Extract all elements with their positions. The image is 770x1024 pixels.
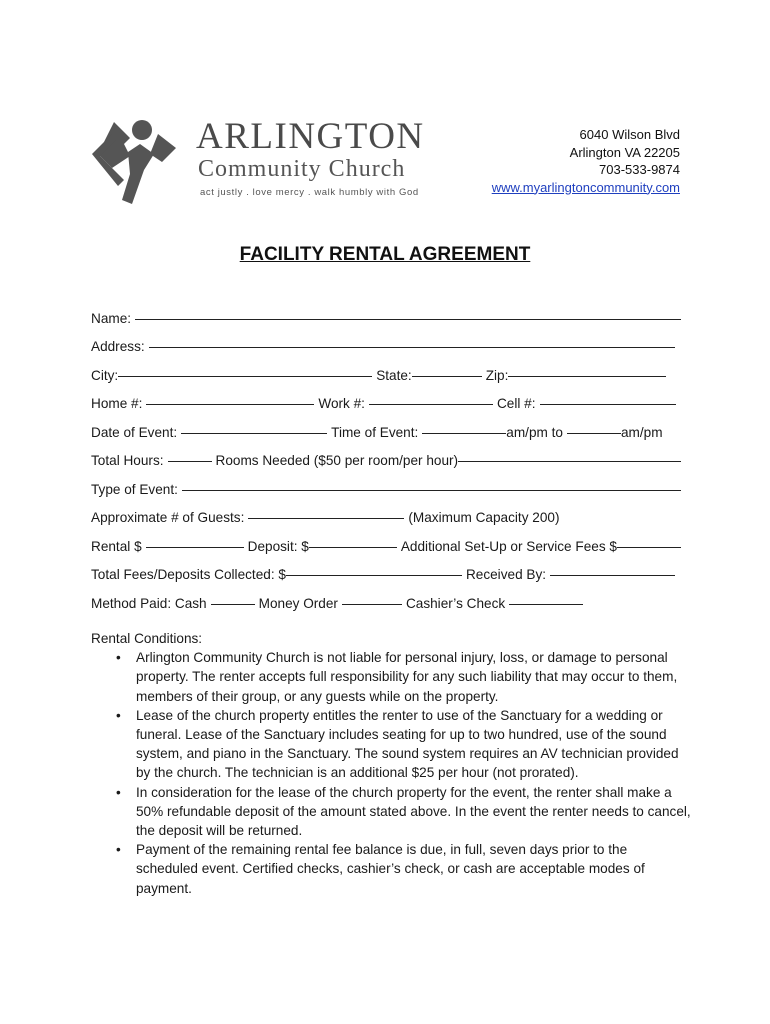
total-hours-field[interactable] bbox=[168, 461, 212, 462]
church-address bbox=[492, 126, 680, 196]
row-date-time bbox=[91, 411, 681, 440]
cashiers-check-label: Cashier’s Check bbox=[405, 595, 506, 611]
condition-text: Payment of the remaining rental fee balance is due, in full, seven days prior to the scheduled event. Certified checks, cashier’s check, or cash are acceptable modes of payment. bbox=[136, 842, 645, 896]
am-pm-to-label: am/pm to bbox=[506, 424, 563, 440]
logo-subname: Community Church bbox=[198, 156, 406, 182]
conditions-heading: Rental Conditions: bbox=[91, 631, 203, 646]
address-label: Address: bbox=[91, 339, 145, 354]
method-paid-label: Method Paid: Cash bbox=[91, 595, 207, 611]
cashiers-check-field[interactable] bbox=[509, 604, 583, 605]
guests-field[interactable] bbox=[248, 518, 404, 519]
logo-tagline: act justly . love mercy . walk humbly with God bbox=[200, 187, 419, 198]
address-field[interactable] bbox=[149, 347, 675, 348]
type-label: Type of Event: bbox=[91, 481, 178, 497]
rooms-needed-label: Rooms Needed ($50 per room/per hour) bbox=[215, 453, 459, 468]
logo-name: ARLINGTON bbox=[196, 116, 425, 157]
rental-label: Rental $ bbox=[91, 538, 142, 554]
time-label: Time of Event: bbox=[331, 424, 419, 440]
page-title: FACILITY RENTAL AGREEMENT bbox=[239, 244, 531, 265]
time-start-field[interactable] bbox=[422, 433, 506, 434]
total-hours-label: Total Hours: bbox=[91, 453, 164, 468]
time-end-field[interactable] bbox=[567, 433, 621, 434]
condition-text: In consideration for the lease of the church property for the event, the renter shall make a 50% refundable deposit of the amount stated above. In the event the renter needs to cancel, the deposit will be returned. bbox=[136, 784, 691, 839]
bullet-icon: • bbox=[116, 784, 121, 800]
row-total-fees bbox=[91, 554, 681, 583]
work-label: Work #: bbox=[318, 396, 365, 411]
rental-form bbox=[91, 297, 681, 611]
received-by-label: Received By: bbox=[465, 567, 547, 582]
rental-conditions bbox=[91, 629, 691, 898]
am-pm-label: am/pm bbox=[620, 424, 663, 440]
money-order-field[interactable] bbox=[342, 604, 402, 605]
zip-field[interactable] bbox=[508, 376, 666, 377]
additional-fees-field[interactable] bbox=[617, 547, 681, 548]
rental-field[interactable] bbox=[146, 547, 244, 548]
row-fees bbox=[91, 525, 681, 554]
row-hours-rooms bbox=[91, 440, 681, 469]
received-by-field[interactable] bbox=[550, 575, 675, 576]
list-item bbox=[116, 840, 691, 898]
deposit-field[interactable] bbox=[309, 547, 397, 548]
address-phone: 703-533-9874 bbox=[599, 162, 680, 177]
condition-text: Lease of the church property entitles the renter to use of the Sanctuary for a wedding or funeral. Lease of the Sanctuary includes seating for up to two hundred, use of the sound system, and piano in the Sanctuary. The sound system requires an AV technician provided by the church. The technician is an additional $25 per hour (not prorated). bbox=[136, 707, 679, 781]
work-field[interactable] bbox=[369, 404, 493, 405]
name-label: Name: bbox=[91, 310, 132, 326]
date-label: Date of Event: bbox=[91, 424, 178, 440]
city-field[interactable] bbox=[118, 376, 372, 377]
website-link[interactable]: www.myarlingtoncommunity.com bbox=[491, 179, 680, 195]
type-field[interactable] bbox=[182, 490, 681, 491]
cell-field[interactable] bbox=[540, 404, 676, 405]
cash-field[interactable] bbox=[211, 604, 255, 605]
row-phones bbox=[91, 383, 681, 412]
state-label: State: bbox=[376, 367, 412, 383]
row-guests bbox=[91, 497, 681, 526]
condition-text: Arlington Community Church is not liable for personal injury, loss, or damage to personal property. The renter accepts full responsibility for any such liability that may occur to them, members of their group, or any guests while on the property. bbox=[136, 650, 678, 704]
money-order-label: Money Order bbox=[258, 595, 338, 611]
address-street: 6040 Wilson Blvd bbox=[579, 127, 680, 142]
name-field[interactable] bbox=[135, 319, 681, 320]
row-type bbox=[91, 468, 681, 497]
church-logo-icon bbox=[84, 104, 188, 208]
total-fees-field[interactable] bbox=[286, 575, 462, 576]
zip-label: Zip: bbox=[485, 367, 509, 383]
row-address bbox=[91, 326, 681, 355]
row-name bbox=[91, 297, 681, 326]
deposit-label: Deposit: $ bbox=[247, 538, 309, 554]
list-item bbox=[116, 706, 691, 783]
row-method-paid bbox=[91, 582, 681, 611]
max-capacity-label: (Maximum Capacity 200) bbox=[408, 510, 560, 525]
bullet-icon: • bbox=[116, 707, 121, 723]
total-fees-label: Total Fees/Deposits Collected: $ bbox=[91, 567, 286, 582]
bullet-icon: • bbox=[116, 842, 121, 858]
home-field[interactable] bbox=[146, 404, 314, 405]
bullet-icon: • bbox=[116, 650, 121, 666]
address-city: Arlington VA 22205 bbox=[569, 144, 680, 160]
city-label: City: bbox=[91, 367, 119, 383]
list-item bbox=[116, 783, 691, 841]
row-city bbox=[91, 354, 681, 383]
church-logo-text bbox=[196, 118, 425, 198]
list-item bbox=[116, 648, 691, 706]
guests-label: Approximate # of Guests: bbox=[91, 510, 245, 525]
additional-fees-label: Additional Set-Up or Service Fees $ bbox=[400, 538, 617, 554]
state-field[interactable] bbox=[412, 376, 482, 377]
rooms-needed-field[interactable] bbox=[458, 461, 681, 462]
cell-label: Cell #: bbox=[496, 396, 536, 411]
date-field[interactable] bbox=[181, 433, 327, 434]
home-label: Home #: bbox=[91, 396, 143, 411]
conditions-list bbox=[91, 648, 691, 898]
